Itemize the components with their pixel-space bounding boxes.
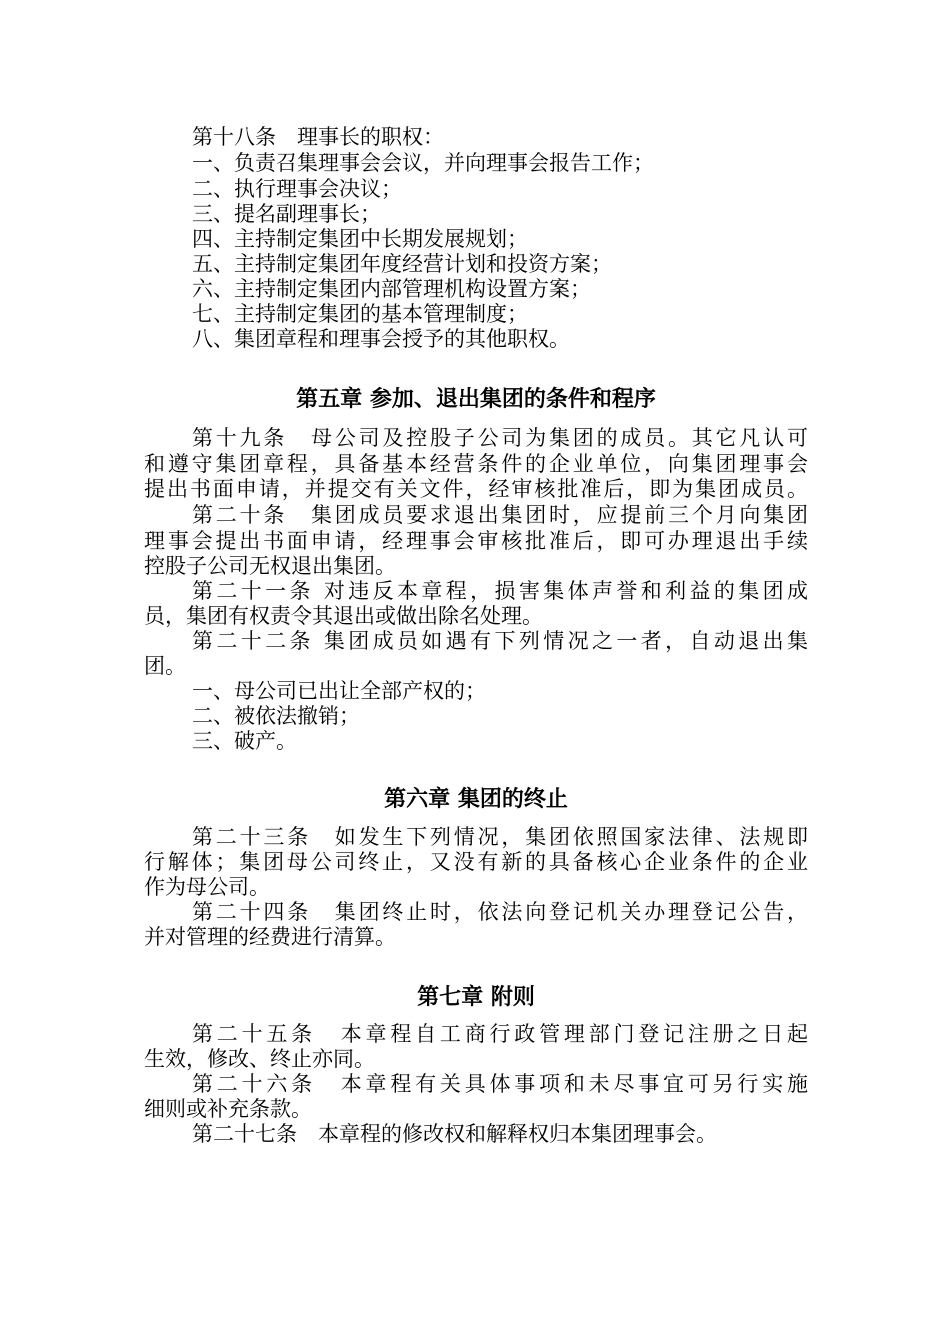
article-18-item: 四、主持制定集团中长期发展规划； [192,227,528,251]
article-18-item: 五、主持制定集团年度经营计划和投资方案； [192,252,612,276]
article-18-item: 八、集团章程和理事会授予的其他职权。 [192,327,570,351]
article-23-line: 作为母公司。 [144,875,270,899]
article-22-item: 二、被依法撤销； [192,704,360,728]
article-27-line: 第二十七条 本章程的修改权和解释权归本集团理事会。 [192,1122,717,1146]
article-21-line: 第二十一条 对违反本章程，损害集体声誉和利益的集团成 [192,579,808,603]
article-18-item: 七、主持制定集团的基本管理制度； [192,302,528,326]
article-18-item: 一、负责召集理事会会议，并向理事会报告工作； [192,151,654,175]
article-24-line: 第二十四条 集团终止时，依法向登记机关办理登记公告， [192,900,808,924]
article-25-line: 第二十五条 本章程自工商行政管理部门登记注册之日起 [192,1022,808,1046]
article-20-line: 控股子公司无权退出集团。 [144,554,396,578]
article-18-item: 二、执行理事会决议； [192,177,402,201]
chapter-6-heading: 第六章 集团的终止 [384,786,568,812]
article-23-line: 第二十三条 如发生下列情况，集团依照国家法律、法规即 [192,825,808,849]
article-18-title: 第十八条 理事长的职权： [192,125,444,149]
article-18-item: 三、提名副理事长； [192,202,381,226]
article-22-line: 团。 [144,654,186,678]
article-26-line: 细则或补充条款。 [144,1097,312,1121]
article-20-line: 理事会提出书面申请，经理事会审核批准后，即可办理退出手续 [144,529,808,553]
article-19-line: 提出书面申请，并提交有关文件，经审核批准后，即为集团成员。 [144,477,808,501]
article-19-line: 和遵守集团章程，具备基本经营条件的企业单位，向集团理事会 [144,452,808,476]
chapter-5-heading: 第五章 参加、退出集团的条件和程序 [296,386,656,412]
article-24-line: 并对管理的经费进行清算。 [144,925,396,949]
article-20-line: 第二十条 集团成员要求退出集团时，应提前三个月向集团 [192,503,808,527]
chapter-7-heading: 第七章 附则 [417,984,535,1010]
article-22-line: 第二十二条 集团成员如遇有下列情况之一者，自动退出集 [192,629,808,653]
article-18-item: 六、主持制定集团内部管理机构设置方案； [192,277,591,301]
article-26-line: 第二十六条 本章程有关具体事项和未尽事宜可另行实施 [192,1072,808,1096]
article-19-line: 第十九条 母公司及控股子公司为集团的成员。其它凡认可 [192,426,808,450]
article-23-line: 行解体；集团母公司终止，又没有新的具备核心企业条件的企业 [144,850,808,874]
article-21-line: 员，集团有权责令其退出或做出除名处理。 [144,604,543,628]
article-25-line: 生效，修改、终止亦同。 [144,1047,375,1071]
article-22-item: 一、母公司已出让全部产权的； [192,679,486,703]
article-22-item: 三、破产。 [192,729,297,753]
